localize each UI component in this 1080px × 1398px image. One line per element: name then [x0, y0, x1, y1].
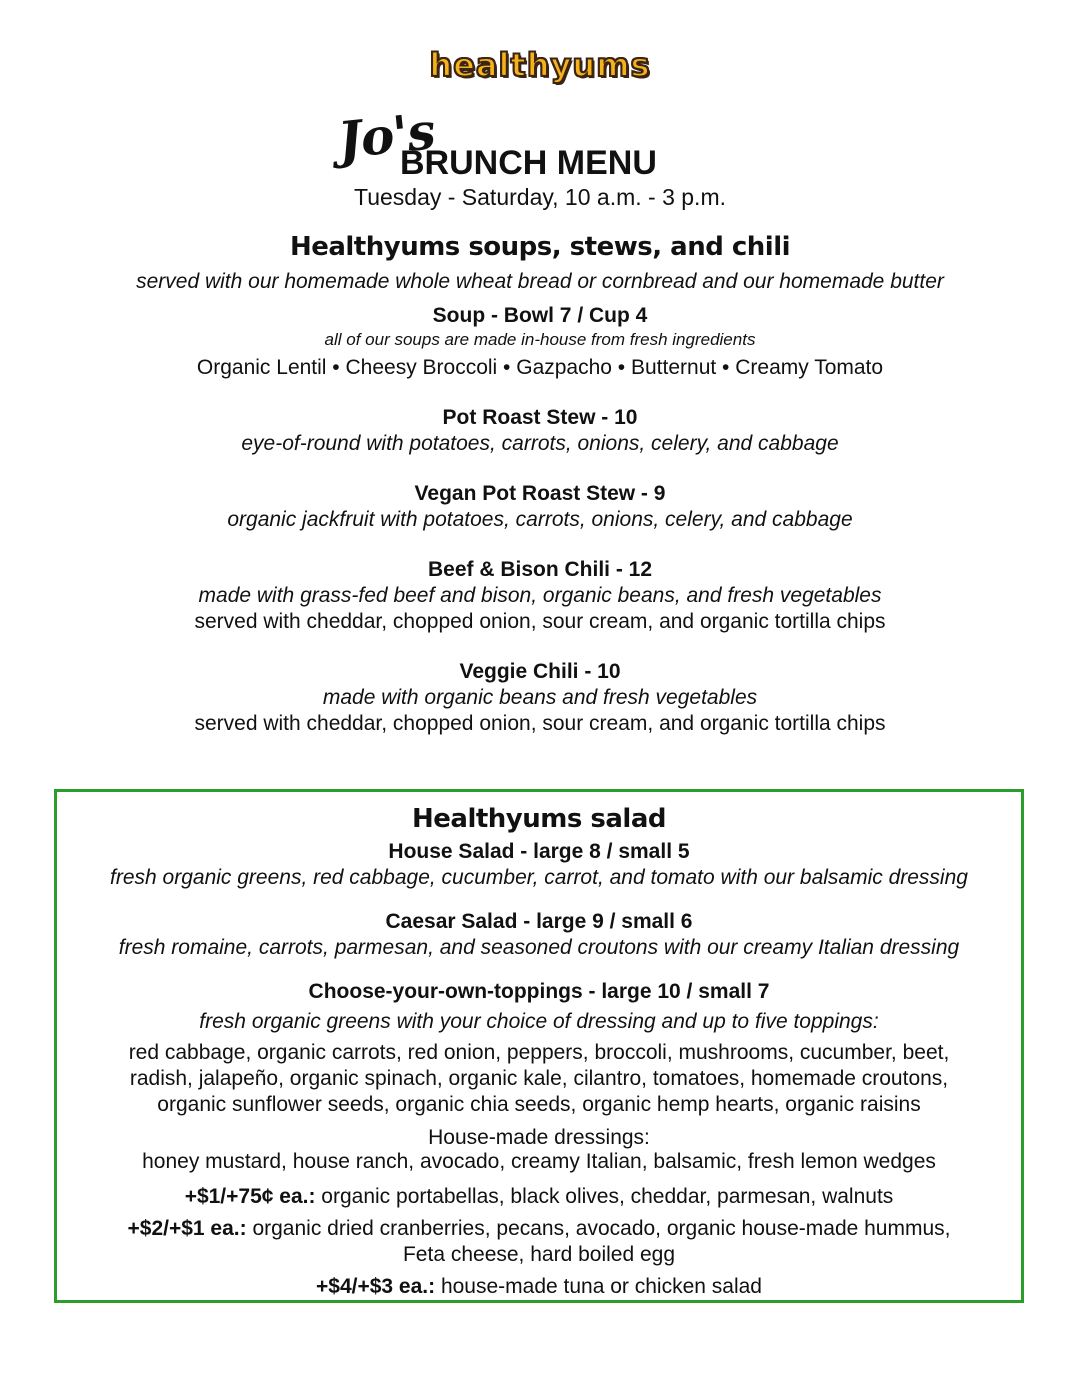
extras-price: +$4/+$3 ea.: — [316, 1275, 436, 1298]
item-name: Pot Roast Stew - 10 — [442, 406, 638, 429]
jos-script-title: Jo's — [335, 101, 438, 170]
extras-items: house-made tuna or chicken salad — [435, 1275, 762, 1298]
toppings-list — [57, 1040, 1021, 1118]
item-served-with: served with cheddar, chopped onion, sour cream, and organic tortilla chips — [194, 712, 886, 735]
soups-section — [0, 232, 1080, 736]
item-description: fresh romaine, carrots, parmesan, and seasoned croutons with our creamy Italian dressing — [118, 936, 960, 959]
menu-item-veggie-chili — [0, 660, 1080, 736]
menu-item-vegan-pot-roast — [0, 482, 1080, 532]
toppings-line: organic sunflower seeds, organic chia seeds, organic hemp hearts, organic raisins — [157, 1093, 921, 1116]
hours-text: Tuesday - Saturday, 10 a.m. - 3 p.m. — [354, 184, 726, 210]
toppings-line: radish, jalapeño, organic spinach, organic kale, cilantro, tomatoes, homemade croutons, — [129, 1067, 949, 1090]
item-name: Soup - Bowl 7 / Cup 4 — [432, 304, 648, 327]
menu-item-soup — [0, 304, 1080, 380]
menu-item-house-salad — [57, 840, 1021, 890]
soup-list: Organic Lentil • Cheesy Broccoli • Gazpacho • Butternut • Creamy Tomato — [196, 356, 884, 379]
extras-items-cont: Feta cheese, hard boiled egg — [402, 1243, 676, 1266]
page-title: BRUNCH MENU — [400, 144, 657, 182]
item-name: Beef & Bison Chili - 12 — [427, 558, 653, 581]
logo-area — [0, 46, 1080, 84]
item-name: Caesar Salad - large 9 / small 6 — [385, 910, 693, 933]
healthyums-logo: healthyums — [429, 46, 651, 84]
extras-price: +$2/+$1 ea.: — [127, 1217, 247, 1240]
extras-tier-2 — [57, 1216, 1021, 1268]
item-note: all of our soups are made in-house from fresh ingredients — [324, 330, 756, 349]
extras-items: organic portabellas, black olives, cheddar, parmesan, walnuts — [315, 1185, 894, 1208]
item-served-with: served with cheddar, chopped onion, sour cream, and organic tortilla chips — [194, 610, 886, 633]
item-description: eye-of-round with potatoes, carrots, onions, celery, and cabbage — [241, 432, 839, 455]
extras-tier-3 — [57, 1274, 1021, 1300]
extras-items: organic dried cranberries, pecans, avocado, organic house-made hummus, — [246, 1217, 951, 1240]
salad-heading: Healthyums salad — [412, 804, 666, 834]
item-description: made with organic beans and fresh vegetables — [322, 686, 758, 709]
menu-item-caesar-salad — [57, 910, 1021, 960]
item-description: fresh organic greens with your choice of dressing and up to five toppings: — [199, 1010, 879, 1033]
item-description: made with grass-fed beef and bison, organic beans, and fresh vegetables — [198, 584, 882, 607]
item-description: fresh organic greens, red cabbage, cucumber, carrot, and tomato with our balsamic dressing — [110, 866, 968, 889]
menu-item-custom-salad — [57, 980, 1021, 1174]
salad-section — [54, 789, 1024, 1303]
menu-item-beef-bison-chili — [0, 558, 1080, 634]
extras-price: +$1/+75¢ ea.: — [184, 1185, 316, 1208]
item-name: Choose-your-own-toppings - large 10 / small 7 — [308, 980, 770, 1003]
extras-tier-1 — [57, 1184, 1021, 1210]
dressings-heading: House-made dressings: — [428, 1126, 650, 1149]
item-description: organic jackfruit with potatoes, carrots, onions, celery, and cabbage — [227, 508, 853, 531]
soups-subtitle: served with our homemade whole wheat bread or cornbread and our homemade butter — [136, 270, 944, 293]
menu-item-pot-roast — [0, 406, 1080, 456]
dressings-list: honey mustard, house ranch, avocado, creamy Italian, balsamic, fresh lemon wedges — [142, 1150, 936, 1173]
item-name: Vegan Pot Roast Stew - 9 — [414, 482, 666, 505]
toppings-line: red cabbage, organic carrots, red onion, peppers, broccoli, mushrooms, cucumber, beet, — [128, 1041, 950, 1064]
item-name: Veggie Chili - 10 — [459, 660, 621, 683]
item-name: House Salad - large 8 / small 5 — [388, 840, 690, 863]
soups-heading: Healthyums soups, stews, and chili — [289, 232, 791, 262]
